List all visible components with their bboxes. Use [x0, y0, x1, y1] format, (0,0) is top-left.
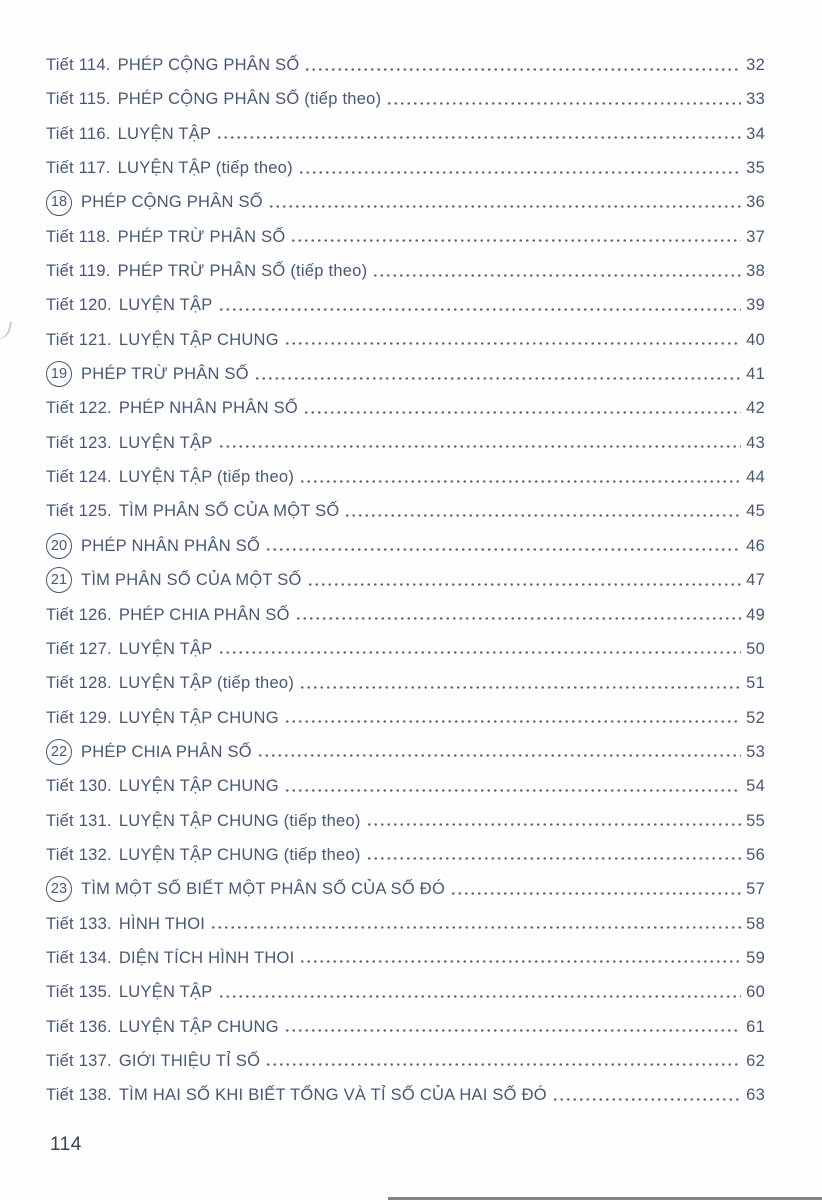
toc-entry-prefix: Tiết 127. — [46, 639, 112, 658]
toc-entry-title: PHÉP CỘNG PHÂN SỐ (tiếp theo) — [117, 90, 382, 109]
dot-leader — [552, 1098, 741, 1101]
dot-leader — [218, 308, 742, 311]
toc-entry-prefix: Tiết 125. — [46, 502, 112, 521]
dot-leader — [284, 1029, 741, 1032]
toc-entry — [46, 735, 765, 769]
toc-entry-prefix: Tiết 124. — [46, 468, 112, 487]
page-number: 114 — [50, 1134, 82, 1155]
toc-entry-title: PHÉP CHIA PHÂN SỐ — [81, 742, 252, 761]
toc-entry-prefix: Tiết 119. — [46, 262, 111, 281]
section-number-badge: 22 — [46, 739, 72, 765]
toc-entry-title: TÌM HAI SỐ KHI BIẾT TỔNG VÀ TỈ SỐ CỦA HAI SỐ ĐÓ — [118, 1086, 547, 1105]
dot-leader — [299, 480, 741, 483]
toc-entry-title: LUYỆN TẬP — [118, 983, 213, 1002]
dot-leader — [450, 892, 741, 895]
section-number-badge: 23 — [46, 876, 72, 902]
toc-entry-title: GIỚI THIỆU TỈ SỐ — [118, 1051, 261, 1070]
toc-entry-title: DIỆN TÍCH HÌNH THOI — [118, 948, 295, 967]
toc-entry — [46, 838, 765, 872]
toc-entry — [46, 1010, 765, 1044]
section-number-badge: 21 — [46, 567, 72, 593]
toc-entry-page-number: 41 — [746, 365, 765, 384]
toc-entry-title: LUYỆN TẬP (tiếp theo) — [117, 159, 293, 178]
toc-entry-title: LUYỆN TẬP CHUNG — [118, 708, 279, 727]
toc-entry-title: LUYỆN TẬP CHUNG (tiếp theo) — [118, 811, 361, 830]
dot-leader — [366, 823, 741, 826]
toc-entry-title: LUYỆN TẬP CHUNG — [118, 330, 279, 349]
toc-entry — [46, 907, 765, 941]
toc-entry-page-number: 56 — [746, 845, 765, 864]
toc-entry — [46, 185, 765, 219]
toc-entry-prefix: Tiết 129. — [46, 708, 112, 727]
toc-entry-prefix: Tiết 128. — [46, 674, 112, 693]
toc-entry-prefix: Tiết 123. — [46, 433, 112, 452]
toc-entry — [46, 151, 765, 185]
toc-entry-page-number: 44 — [746, 468, 765, 487]
toc-entry — [46, 598, 765, 632]
dot-leader — [303, 411, 741, 414]
toc-entry — [46, 872, 765, 906]
toc-entry-page-number: 46 — [746, 536, 765, 555]
toc-entry-title: PHÉP CỘNG PHÂN SỐ — [117, 56, 300, 74]
toc-entry-prefix: Tiết 136. — [46, 1017, 112, 1036]
toc-entry — [46, 357, 765, 391]
toc-entry — [46, 529, 765, 563]
dot-leader — [304, 68, 741, 71]
toc-entry-page-number: 55 — [746, 811, 765, 830]
dot-leader — [299, 686, 741, 689]
toc-entry-page-number: 38 — [746, 262, 765, 281]
dot-leader — [366, 857, 741, 860]
toc-entry-page-number: 58 — [746, 914, 765, 933]
section-number-badge: 18 — [46, 190, 72, 216]
dot-leader — [268, 205, 741, 208]
dot-leader — [386, 102, 741, 105]
scan-smudge-mark — [0, 319, 12, 342]
toc-entry-page-number: 47 — [746, 571, 765, 590]
dot-leader — [344, 514, 741, 517]
dot-leader — [218, 995, 742, 998]
toc-entry — [46, 391, 765, 425]
toc-entry-prefix: Tiết 126. — [46, 605, 112, 624]
dot-leader — [210, 926, 741, 929]
toc-entry-prefix: Tiết 138. — [46, 1086, 112, 1105]
toc-entry-prefix: Tiết 118. — [46, 227, 111, 246]
dot-leader — [307, 583, 742, 586]
toc-entry-prefix: Tiết 131. — [46, 811, 112, 830]
toc-entry-prefix: Tiết 114. — [46, 56, 111, 74]
toc-entry-page-number: 32 — [746, 56, 765, 74]
toc-entry — [46, 701, 765, 735]
toc-entry-page-number: 61 — [746, 1017, 765, 1036]
toc-entry-prefix: Tiết 121. — [46, 330, 112, 349]
toc-entry-page-number: 37 — [746, 227, 765, 246]
dot-leader — [298, 171, 741, 174]
toc-entry-page-number: 57 — [746, 880, 765, 899]
toc-entry-prefix: Tiết 135. — [46, 983, 112, 1002]
toc-entry-page-number: 59 — [746, 948, 765, 967]
dot-leader — [265, 548, 741, 551]
toc-entry-title: LUYỆN TẬP — [118, 433, 213, 452]
toc-entry-page-number: 50 — [746, 639, 765, 658]
section-number-badge: 20 — [46, 533, 72, 559]
toc-entry — [46, 82, 765, 116]
toc-entry-page-number: 42 — [746, 399, 765, 418]
dot-leader — [295, 617, 741, 620]
toc-entry — [46, 48, 765, 82]
toc-entry-title: PHÉP CỘNG PHÂN SỐ — [81, 193, 263, 212]
toc-entry-title: LUYỆN TẬP CHUNG (tiếp theo) — [118, 845, 361, 864]
dot-leader — [284, 789, 741, 792]
toc-entry-title: PHÉP TRỪ PHÂN SỐ (tiếp theo) — [117, 262, 368, 281]
toc-entry-title: LUYỆN TẬP CHUNG — [118, 777, 279, 796]
toc-entry — [46, 220, 765, 254]
toc-entry — [46, 804, 765, 838]
dot-leader — [372, 274, 741, 277]
toc-entry-title: LUYỆN TẬP — [118, 639, 213, 658]
dot-leader — [257, 754, 741, 757]
toc-entry-title: PHÉP NHÂN PHÂN SỐ — [118, 399, 298, 418]
toc-entry-page-number: 36 — [746, 193, 765, 212]
dot-leader — [284, 720, 741, 723]
toc-entry-page-number: 33 — [746, 90, 765, 109]
toc-entry-prefix: Tiết 122. — [46, 399, 112, 418]
toc-entry-title: PHÉP NHÂN PHÂN SỐ — [81, 536, 261, 555]
toc-entry-title: TÌM MỘT SỐ BIẾT MỘT PHÂN SỐ CỦA SỐ ĐÓ — [81, 880, 446, 899]
dot-leader — [290, 239, 741, 242]
toc-entry-page-number: 62 — [746, 1051, 765, 1070]
toc-entry-page-number: 60 — [746, 983, 765, 1002]
toc-entry-title: TÌM PHÂN SỐ CỦA MỘT SỐ — [81, 571, 302, 590]
toc-entry — [46, 666, 765, 700]
dot-leader — [218, 651, 742, 654]
dot-leader — [299, 960, 741, 963]
toc-entry — [46, 941, 765, 975]
toc-entry-prefix: Tiết 132. — [46, 845, 112, 864]
toc-entry-prefix: Tiết 134. — [46, 948, 112, 967]
toc-entry — [46, 323, 765, 357]
toc-entry-prefix: Tiết 137. — [46, 1051, 112, 1070]
toc-entry — [46, 632, 765, 666]
toc-entry-prefix: Tiết 120. — [46, 296, 112, 315]
dot-leader — [284, 342, 741, 345]
toc-entry-title: LUYỆN TẬP CHUNG — [118, 1017, 279, 1036]
toc-entry-title: LUYỆN TẬP (tiếp theo) — [118, 468, 295, 487]
dot-leader — [254, 377, 741, 380]
toc-entry-page-number: 49 — [746, 605, 765, 624]
toc-entry-prefix: Tiết 117. — [46, 159, 111, 178]
toc-entry-page-number: 52 — [746, 708, 765, 727]
toc-entry-title: PHÉP TRỪ PHÂN SỐ — [117, 227, 286, 246]
toc-entry — [46, 563, 765, 597]
toc-entry — [46, 1044, 765, 1078]
toc-entry — [46, 975, 765, 1009]
toc-entry-page-number: 63 — [746, 1086, 765, 1105]
toc-entry-page-number: 54 — [746, 777, 765, 796]
toc-entry-title: LUYỆN TẬP — [117, 124, 212, 143]
toc-entry-title: PHÉP TRỪ PHÂN SỐ — [81, 365, 249, 384]
toc-entry-prefix: Tiết 116. — [46, 124, 111, 143]
toc-entry-page-number: 40 — [746, 330, 765, 349]
toc-entry-prefix: Tiết 130. — [46, 777, 112, 796]
toc-entry — [46, 288, 765, 322]
toc-entry-title: HÌNH THOI — [118, 914, 206, 933]
toc-entry-prefix: Tiết 133. — [46, 914, 112, 933]
toc-entry-title: LUYỆN TẬP — [118, 296, 213, 315]
dot-leader — [218, 445, 742, 448]
toc-entry-title: PHÉP CHIA PHÂN SỐ — [118, 605, 290, 624]
toc-entry-prefix: Tiết 115. — [46, 90, 111, 109]
dot-leader — [265, 1063, 741, 1066]
dot-leader — [216, 136, 741, 139]
toc-entry-title: TÌM PHÂN SỐ CỦA MỘT SỐ — [118, 502, 340, 521]
toc-entry-page-number: 34 — [746, 124, 765, 143]
toc-entry — [46, 117, 765, 151]
section-number-badge: 19 — [46, 361, 72, 387]
toc-entry-page-number: 43 — [746, 433, 765, 452]
toc-entry-page-number: 53 — [746, 742, 765, 761]
toc-entry-page-number: 39 — [746, 296, 765, 315]
toc-entry — [46, 494, 765, 528]
toc-entry — [46, 1078, 765, 1112]
toc-entry-page-number: 35 — [746, 159, 765, 178]
toc-entry-page-number: 45 — [746, 502, 765, 521]
toc-entry — [46, 254, 765, 288]
toc-entry — [46, 460, 765, 494]
toc-entry — [46, 769, 765, 803]
toc-list — [46, 48, 765, 1113]
toc-entry — [46, 426, 765, 460]
toc-entry-title: LUYỆN TẬP (tiếp theo) — [118, 674, 295, 693]
toc-entry-page-number: 51 — [746, 674, 765, 693]
